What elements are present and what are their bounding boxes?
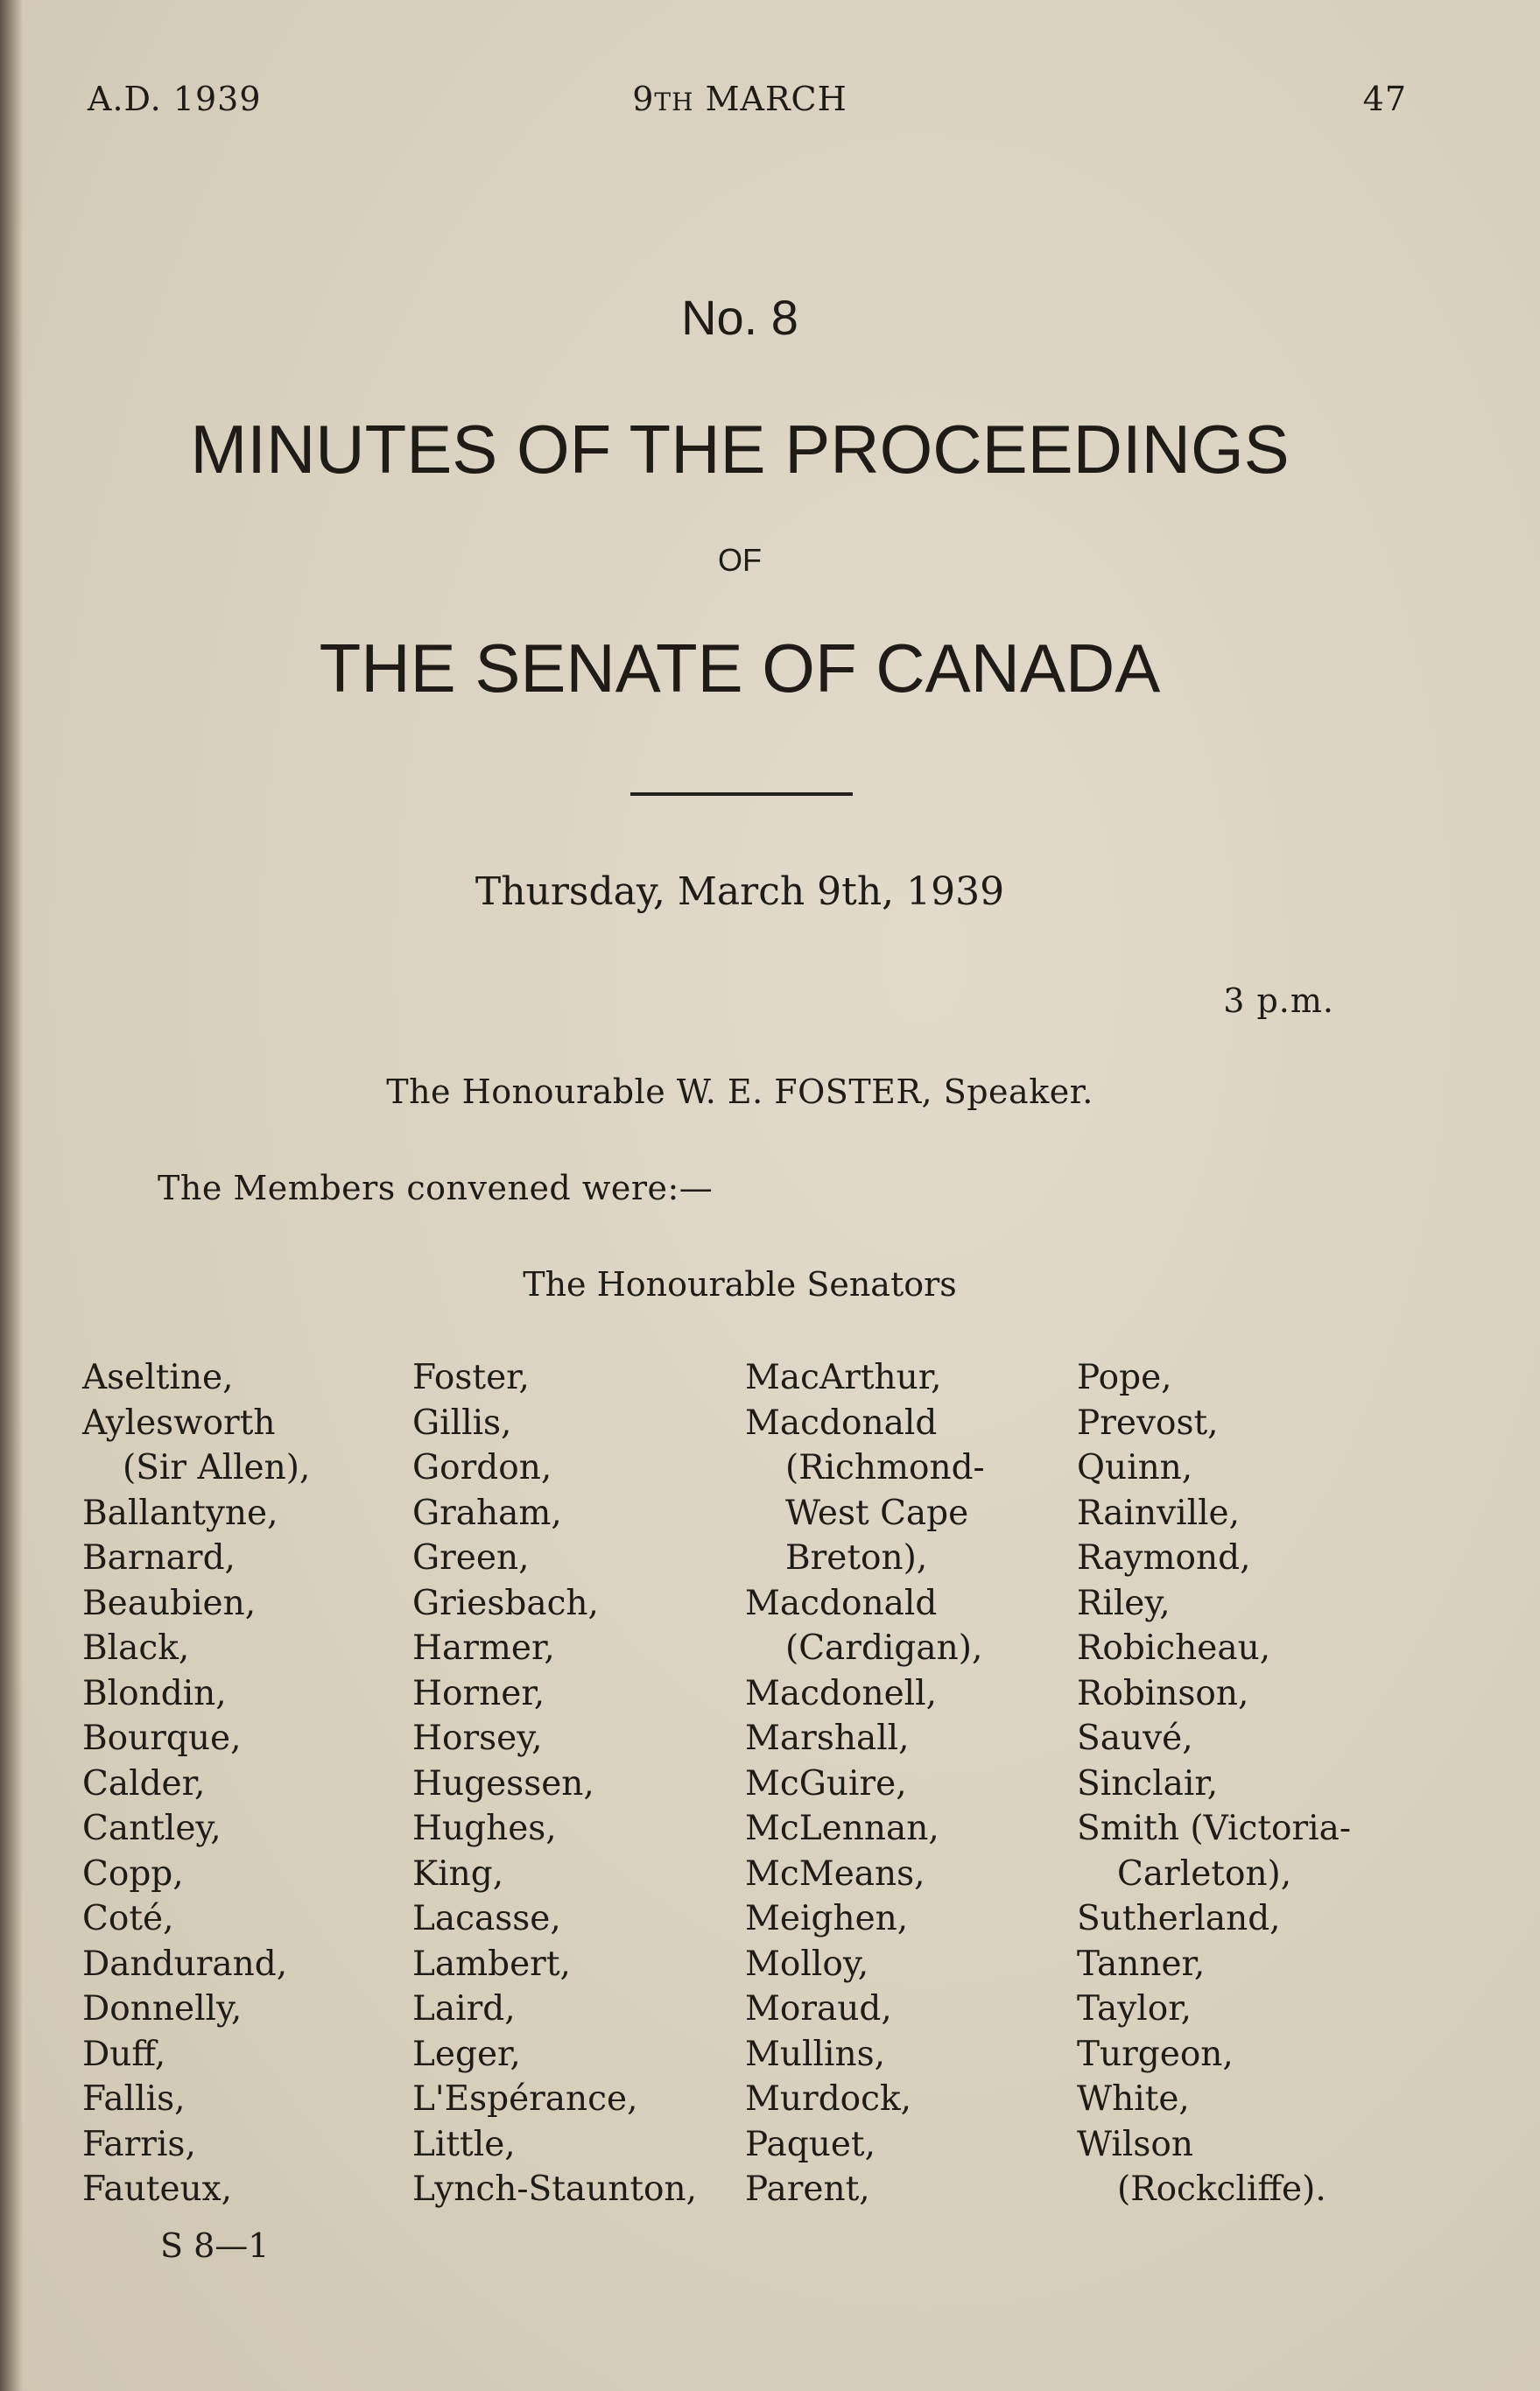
senator-name: Tanner,	[1077, 1944, 1206, 1984]
signature-mark: S 8—1	[160, 2226, 270, 2265]
senator-name: Horsey,	[412, 1719, 543, 1758]
header-date-suffix: TH	[654, 88, 694, 116]
binding-edge	[0, 0, 23, 2391]
senator-name: Pope,	[1077, 1358, 1172, 1397]
senator-name: King,	[412, 1853, 504, 1894]
senator-name: Ballantyne,	[82, 1493, 278, 1533]
header-date	[0, 77, 1480, 124]
senator-name: Murdock,	[745, 2079, 912, 2119]
senator-name: McLennan,	[745, 1809, 939, 1848]
title-of: OF	[718, 542, 762, 578]
sitting-time: 3 p.m.	[1223, 981, 1334, 1020]
senator-name: Aylesworth	[82, 1403, 276, 1443]
senator-name: Griesbach,	[412, 1583, 599, 1623]
senator-name: McMeans,	[745, 1853, 925, 1894]
senator-column-2	[412, 1355, 697, 2212]
senator-name: Lambert,	[412, 1944, 571, 1984]
senator-name: Green,	[412, 1538, 530, 1578]
header-year: A.D. 1939	[88, 80, 262, 118]
header-date-ordinal: 9	[632, 80, 655, 118]
senator-name: Beaubien,	[82, 1583, 257, 1623]
sitting-date: Thursday, March 9th, 1939	[475, 869, 1005, 914]
senator-name: Foster,	[412, 1358, 530, 1397]
senator-name: White,	[1077, 2079, 1190, 2119]
senator-name: Sinclair,	[1077, 1763, 1219, 1804]
senator-name: Donnelly,	[82, 1989, 243, 2029]
senator-name: Robinson,	[1077, 1673, 1249, 1713]
senator-name: Raymond,	[1077, 1538, 1251, 1578]
senator-name: Gordon,	[412, 1448, 552, 1487]
senator-name: (Cardigan),	[785, 1628, 983, 1668]
senators-heading: The Honourable Senators	[523, 1265, 957, 1304]
senator-column-3	[745, 1355, 985, 2212]
senator-name: Calder,	[82, 1763, 206, 1804]
senator-name: (Richmond-	[785, 1448, 985, 1487]
senator-name: West Cape	[785, 1493, 969, 1533]
senator-name: Wilson	[1077, 2124, 1193, 2164]
senator-column-1	[82, 1355, 310, 2212]
title-line-2: THE SENATE OF CANADA	[319, 629, 1161, 707]
divider-rule	[630, 792, 853, 796]
senator-name: McGuire,	[745, 1763, 907, 1804]
senator-name: Paquet,	[745, 2124, 875, 2164]
senator-name: Hugessen,	[412, 1763, 594, 1804]
senator-name: (Rockcliffe).	[1117, 2169, 1326, 2209]
senator-name: Blondin,	[82, 1673, 227, 1713]
senator-name: L'Espérance,	[412, 2079, 638, 2119]
senator-name: (Sir Allen),	[123, 1448, 311, 1487]
senator-name: Marshall,	[745, 1719, 910, 1758]
senator-name: Prevost,	[1077, 1403, 1219, 1443]
senator-name: Rainville,	[1077, 1493, 1241, 1533]
senator-name: MacArthur,	[745, 1358, 942, 1397]
senator-name: Graham,	[412, 1493, 562, 1533]
senator-name: Parent,	[745, 2169, 870, 2209]
senator-name: Lynch-Staunton,	[412, 2169, 698, 2209]
senator-name: Bourque,	[82, 1719, 242, 1758]
senator-name: Harmer,	[412, 1628, 555, 1668]
senator-name: Horner,	[412, 1673, 545, 1713]
header-date-month: MARCH	[705, 80, 847, 118]
senator-name: Laird,	[412, 1989, 516, 2029]
senator-name: Smith (Victoria-	[1077, 1809, 1352, 1848]
senator-name: Sauvé,	[1077, 1719, 1193, 1758]
senator-name: Fauteux,	[82, 2169, 233, 2209]
senator-name: Meighen,	[745, 1899, 909, 1938]
page-number: 47	[1362, 80, 1407, 118]
senator-name: Dandurand,	[82, 1944, 288, 1984]
senator-name: Fallis,	[82, 2079, 186, 2119]
senator-name: Sutherland,	[1077, 1899, 1281, 1938]
senator-name: Gillis,	[412, 1403, 512, 1443]
senator-name: Riley,	[1077, 1583, 1171, 1623]
senator-name: Aseltine,	[82, 1358, 234, 1397]
senator-name: Turgeon,	[1077, 2034, 1234, 2074]
senator-name: Barnard,	[82, 1538, 236, 1578]
senator-name: Macdonald	[745, 1403, 938, 1443]
document-number: No. 8	[681, 290, 798, 345]
senator-name: Macdonald	[745, 1583, 938, 1623]
senator-name: Carleton),	[1117, 1853, 1292, 1894]
title-line-1: MINUTES OF THE PROCEEDINGS	[190, 411, 1290, 488]
members-convened: The Members convened were:—	[158, 1169, 714, 1207]
senator-name: Little,	[412, 2124, 516, 2164]
senator-name: Mullins,	[745, 2034, 885, 2074]
senator-name: Quinn,	[1077, 1448, 1193, 1487]
senator-name: Black,	[82, 1628, 190, 1668]
senator-name: Copp,	[82, 1853, 184, 1894]
senator-name: Molloy,	[745, 1944, 869, 1984]
senator-name: Taylor,	[1077, 1989, 1192, 2029]
senator-name: Leger,	[412, 2034, 521, 2074]
senator-name: Coté,	[82, 1899, 174, 1938]
senator-name: Farris,	[82, 2124, 196, 2164]
senator-name: Hughes,	[412, 1809, 557, 1848]
speaker-line: The Honourable W. E. FOSTER, Speaker.	[386, 1072, 1093, 1111]
senator-name: Moraud,	[745, 1989, 892, 2029]
senator-name: Breton),	[785, 1538, 928, 1578]
senator-name: Macdonell,	[745, 1673, 938, 1713]
senator-column-4	[1077, 1355, 1351, 2212]
senator-name: Lacasse,	[412, 1899, 561, 1938]
senator-name: Duff,	[82, 2034, 166, 2074]
senator-name: Cantley,	[82, 1809, 222, 1848]
senator-name: Robicheau,	[1077, 1628, 1271, 1668]
